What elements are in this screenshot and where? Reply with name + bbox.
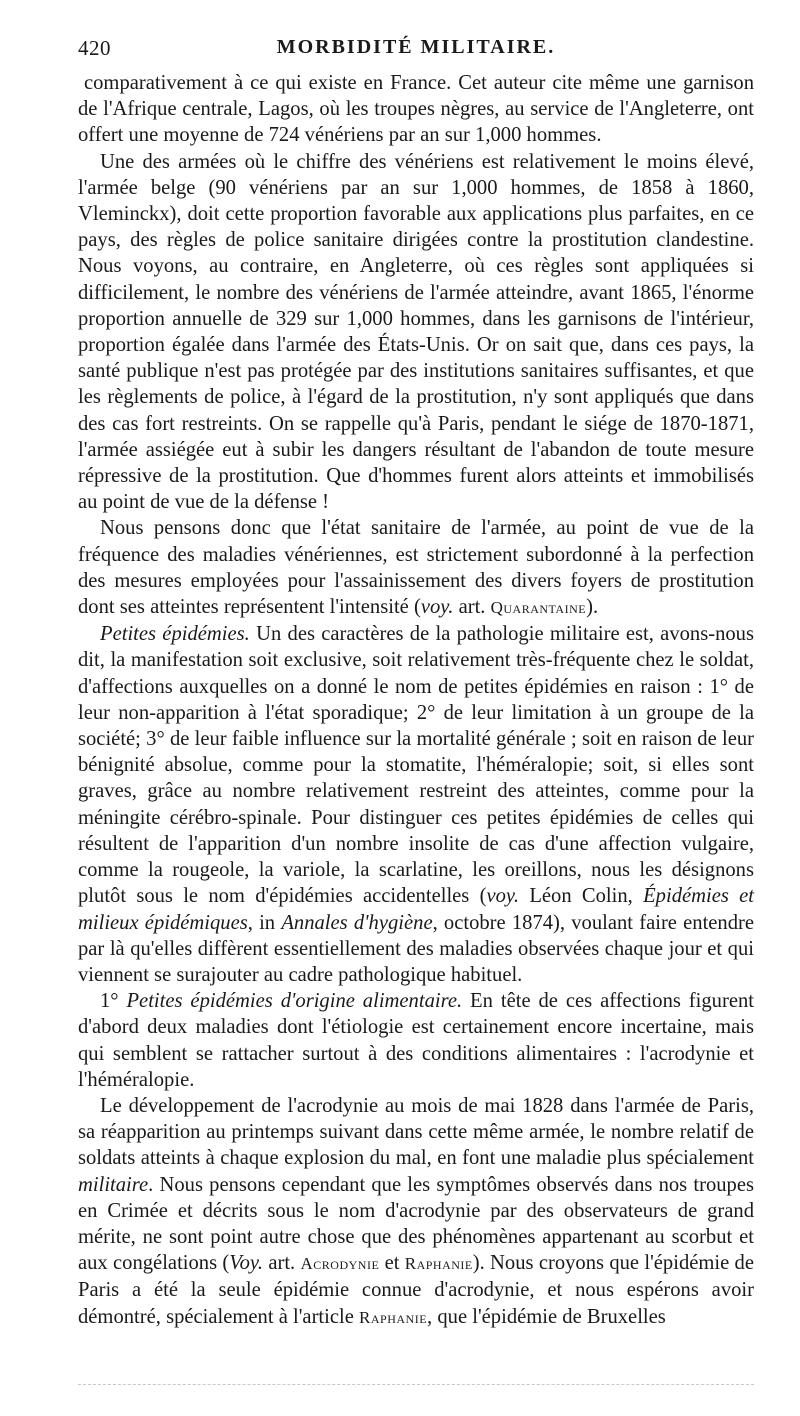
paragraph-4-text-3: , in [247, 911, 282, 934]
paragraph-6-text-4: et [379, 1252, 405, 1275]
section-title-petites-epidemies: Petites épidémies. [100, 623, 250, 646]
paragraph-acrodynie [78, 1093, 754, 1331]
footer-rule [78, 1384, 754, 1385]
running-title: MORBIDITÉ MILITAIRE. [276, 36, 556, 58]
paragraph-6-text-6: , que l'épidémie de Bruxelles [427, 1305, 666, 1328]
paragraph-1-text: comparativement à ce qui existe en France. Cet auteur cite même une garnison de l'Afrique centrale, Lagos, où les troupes nègres, au service de l'Angleterre, ont offert une moyenne de 724 vénériens par an sur 1,000 hommes. [78, 72, 754, 147]
section-number: 1° [100, 990, 119, 1013]
paragraph-6-text-2: . Nous pensons cependant que les symptômes observés dans nos troupes en Crimée et décrits sous le nom d'acrodynie par des observateurs de grand mérite, ne sont point autre chose que des phénomènes appartenant au scorbut et aux congélations ( [78, 1173, 754, 1275]
paragraph-4-journal: Annales d'hygiène [281, 911, 433, 934]
paragraph-5-text: En tête de ces affections figurent d'abord deux maladies dont l'étiologie est certainement encore incertaine, mais qui semblent se rattacher surtout à des conditions alimentaires : l'acrodynie et l'héméralopie. [78, 990, 754, 1091]
paragraph-4-text-2: Léon Colin, [519, 885, 644, 908]
paragraph-2 [78, 149, 754, 516]
paragraph-petites-epidemies [78, 621, 754, 988]
paragraph-3-text: Nous pensons donc que l'état sanitaire de l'armée, au point de vue de la fréquence des maladies vénériennes, est strictement subordonné à la perfection des mesures employées pour l'assainissement des divers foyers de prostitution dont ses atteintes représentent l'intensité ( [78, 517, 754, 619]
paragraph-3-ref: voy. [420, 596, 454, 619]
paragraph-3-end: ). [586, 596, 599, 619]
page-number: 420 [78, 36, 111, 60]
paragraph-3-crossref: Quarantaine [490, 598, 587, 618]
paragraph-3-mid: art. [453, 596, 491, 619]
crossref-raphanie: Raphanie [404, 1254, 473, 1274]
paragraph-6-text-5: ). Nous croyons que l'épidémie de Paris a été la seule épidémie connue d'acrodynie, et nous espérons avoir démontré, spécialement à l'article [78, 1252, 754, 1328]
section-title-origine-alimentaire: Petites épidémies d'origine alimentaire. [126, 990, 463, 1013]
paragraph-6-emphasis: militaire [78, 1173, 149, 1196]
paragraph-2-text: Une des armées où le chiffre des vénériens est relativement le moins élevé, l'armée belge (90 vénériens par an sur 1,000 hommes, de 1858 à 1860, Vleminckx), doit cette proportion favorable aux applications plus parfaites, en ce pays, des règles de police sanitaire dirigées contre la prostitution clandestine. Nous voyons, au contraire, en Angleterre, où ces règles sont appliquées si difficilement, le nombre des vénériens de l'armée atteindre, avant 1865, l'énorme proportion annuelle de 329 sur 1,000 hommes, dans les garnisons de l'intérieur, proportion égalée dans l'armée des États-Unis. Or on sait que, dans ces pays, la santé publique n'est pas protégée par des institutions sanitaires suffisantes, et que les règlements de police, à l'égard de la prostitution, n'y sont appliqués que dans des cas fort restreints. On se rappelle qu'à Paris, pendant le siége de 1870-1871, l'armée assiégée eut à subir les dangers résultant de l'abandon de toute mesure répressive de la prostitution. Que d'hommes furent alors atteints et immobilisés au point de vue de la défense ! [78, 150, 754, 514]
paragraph-6-ref: Voy. [229, 1252, 264, 1275]
crossref-acrodynie: Acrodynie [300, 1254, 380, 1274]
paragraph-3 [78, 515, 754, 621]
crossref-raphanie-2: Raphanie [359, 1307, 428, 1327]
paragraph-1 [78, 70, 754, 149]
paragraph-4-ref: voy. [486, 885, 520, 908]
paragraph-6-text-3: art. [263, 1252, 301, 1275]
paragraph-origine-alimentaire [78, 988, 754, 1093]
paragraph-6-text-1: Le développement de l'acrodynie au mois de mai 1828 dans l'armée de Paris, sa réapparition au printemps suivant dans cette même armée, le nombre relatif de soldats atteints à chaque explosion du mal, en font une maladie plus spécialement [78, 1094, 754, 1170]
body-text [78, 70, 754, 1331]
page-header [78, 36, 754, 62]
paragraph-4-text-4: , octobre 1874), voulant faire entendre par là qu'elles diffèrent essentiellement des maladies observées chaque jour et qui viennent se surajouter au cadre pathologique habituel. [78, 911, 755, 986]
paragraph-4-text-1: Un des caractères de la pathologie militaire est, avons-nous dit, la manifestation soit exclusive, soit relativement très-fréquente chez le soldat, d'affections auxquelles on a donné le nom de petites épidémies en raison : 1° de leur non-apparition à l'état sporadique; 2° de leur limitation à un groupe de la société; 3° de leur faible influence sur la mortalité générale ; soit en raison de leur bénignité absolue, comme pour la stomatite, l'héméralopie; soit, si elles sont graves, grâce au nombre relativement restreint des atteintes, comme pour la méningite cérébro-spinale. Pour distinguer ces petites épidémies de celles qui résultent de l'apparition d'un nombre insolite de cas d'une affection vulgaire, comme la rougeole, la variole, la scarlatine, les oreillons, nous les désignons plutôt sous le nom d'épidémies accidentelles ( [78, 623, 754, 908]
paragraph-4-work-title: Épidémies et milieux épidémiques [78, 885, 755, 934]
